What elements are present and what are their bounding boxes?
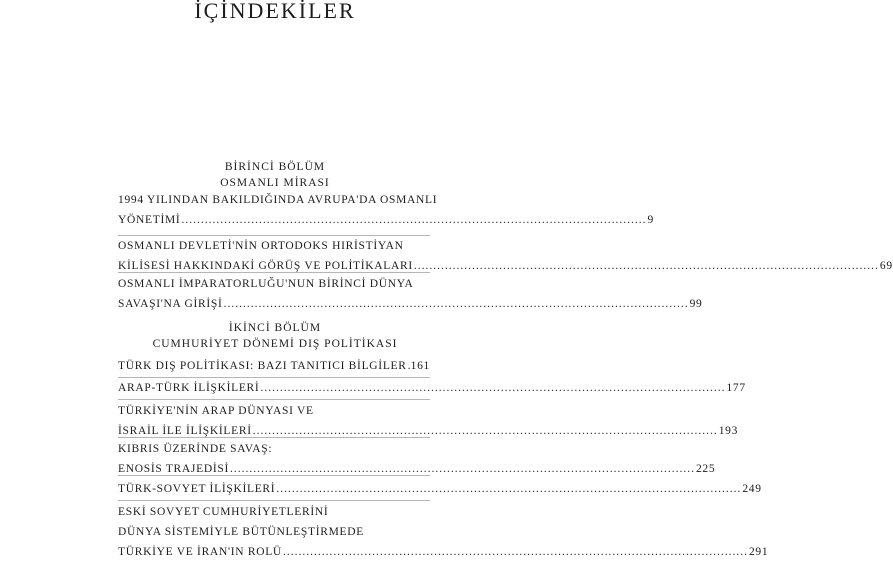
- entry-title-line: OSMANLI İMPARATORLUĞU'NUN BİRİNCİ DÜNYA: [118, 278, 414, 290]
- page-number: 225: [695, 463, 716, 475]
- part-name: CUMHURİYET DÖNEMİ DIŞ POLİTİKASI: [152, 338, 398, 350]
- part-name: OSMANLI MİRASI: [220, 177, 330, 189]
- dot-leader: [408, 356, 410, 376]
- page-number: 161: [410, 360, 430, 372]
- entry-title-line: KIBRIS ÜZERİNDE SAVAŞ:: [118, 443, 273, 455]
- entry-title-line: OSMANLI DEVLETİ'NİN ORTODOKS HIRİSTİYAN: [118, 240, 404, 252]
- part-label: İKİNCİ BÖLÜM: [228, 322, 322, 334]
- page-number: 9: [647, 214, 654, 226]
- entry-title-line: KİLİSESİ HAKKINDAKİ GÖRÜŞ VE POLİTİKALARI: [118, 260, 413, 272]
- page-number: 69: [879, 260, 893, 272]
- toc-entry[interactable]: [118, 502, 769, 562]
- entry-title-line: TÜRK DIŞ POLİTİKASI: BAZI TANITICI BİLGİLER: [118, 360, 407, 372]
- toc-entry[interactable]: [118, 401, 739, 441]
- part-label: BİRİNCİ BÖLÜM: [224, 161, 326, 173]
- page-number: 177: [726, 382, 746, 394]
- entry-title-line: SAVAŞI'NA GİRİŞİ: [118, 298, 223, 310]
- dot-leader: ........................................................................................................................: [252, 425, 718, 437]
- dot-leader: ........................................................................................................................: [223, 298, 689, 310]
- dot-leader: ........................................................................................................................: [181, 214, 647, 226]
- entry-title-line: TÜRK-SOVYET İLİŞKİLERİ: [118, 483, 276, 495]
- entry-title-line: 1994 YILINDAN BAKILDIĞINDA AVRUPA'DA OSMANLI: [118, 194, 438, 206]
- dot-leader: ........................................................................................................................: [260, 382, 726, 394]
- divider: [118, 399, 430, 400]
- divider: [118, 500, 430, 501]
- dot-leader: ........................................................................................................................: [229, 463, 695, 475]
- entry-title-line: DÜNYA SİSTEMİYLE BÜTÜNLEŞTİRMEDE: [118, 526, 365, 538]
- toc-entry[interactable]: [118, 439, 716, 479]
- entry-title-line: ESKİ SOVYET CUMHURİYETLERİNİ: [118, 506, 329, 518]
- part-header: [0, 159, 550, 191]
- page-number: 249: [742, 483, 762, 495]
- divider: [118, 475, 430, 476]
- entry-title-line: ENOSİS TRAJEDİSİ: [118, 463, 229, 475]
- page-title: İÇİNDEKİLER: [194, 0, 356, 23]
- divider: [118, 272, 430, 273]
- dot-leader: ........................................................................................................................: [282, 546, 748, 558]
- dot-leader: ........................................................................................................................: [276, 483, 742, 495]
- entry-title-line: ARAP-TÜRK İLİŞKİLERİ: [118, 382, 260, 394]
- entry-title-line: YÖNETİMİ: [118, 214, 181, 226]
- entry-title-line: TÜRKİYE'NİN ARAP DÜNYASI VE: [118, 405, 314, 417]
- page-number: 291: [748, 546, 769, 558]
- toc-entry[interactable]: [118, 236, 893, 276]
- page-number: 193: [718, 425, 739, 437]
- divider: [118, 437, 430, 438]
- dot-leader: ........................................................................................................................: [413, 260, 879, 272]
- entry-title-line: TÜRKİYE VE İRAN'IN ROLÜ: [118, 546, 282, 558]
- toc-entry[interactable]: [118, 190, 654, 230]
- page-number: 99: [689, 298, 703, 310]
- toc-entry[interactable]: [118, 356, 430, 376]
- entry-title-line: İSRAİL İLE İLİŞKİLERİ: [118, 425, 252, 437]
- toc-entry[interactable]: [118, 479, 762, 499]
- toc-entry[interactable]: [118, 378, 746, 398]
- toc-entry[interactable]: [118, 274, 703, 314]
- part-header: [0, 320, 550, 352]
